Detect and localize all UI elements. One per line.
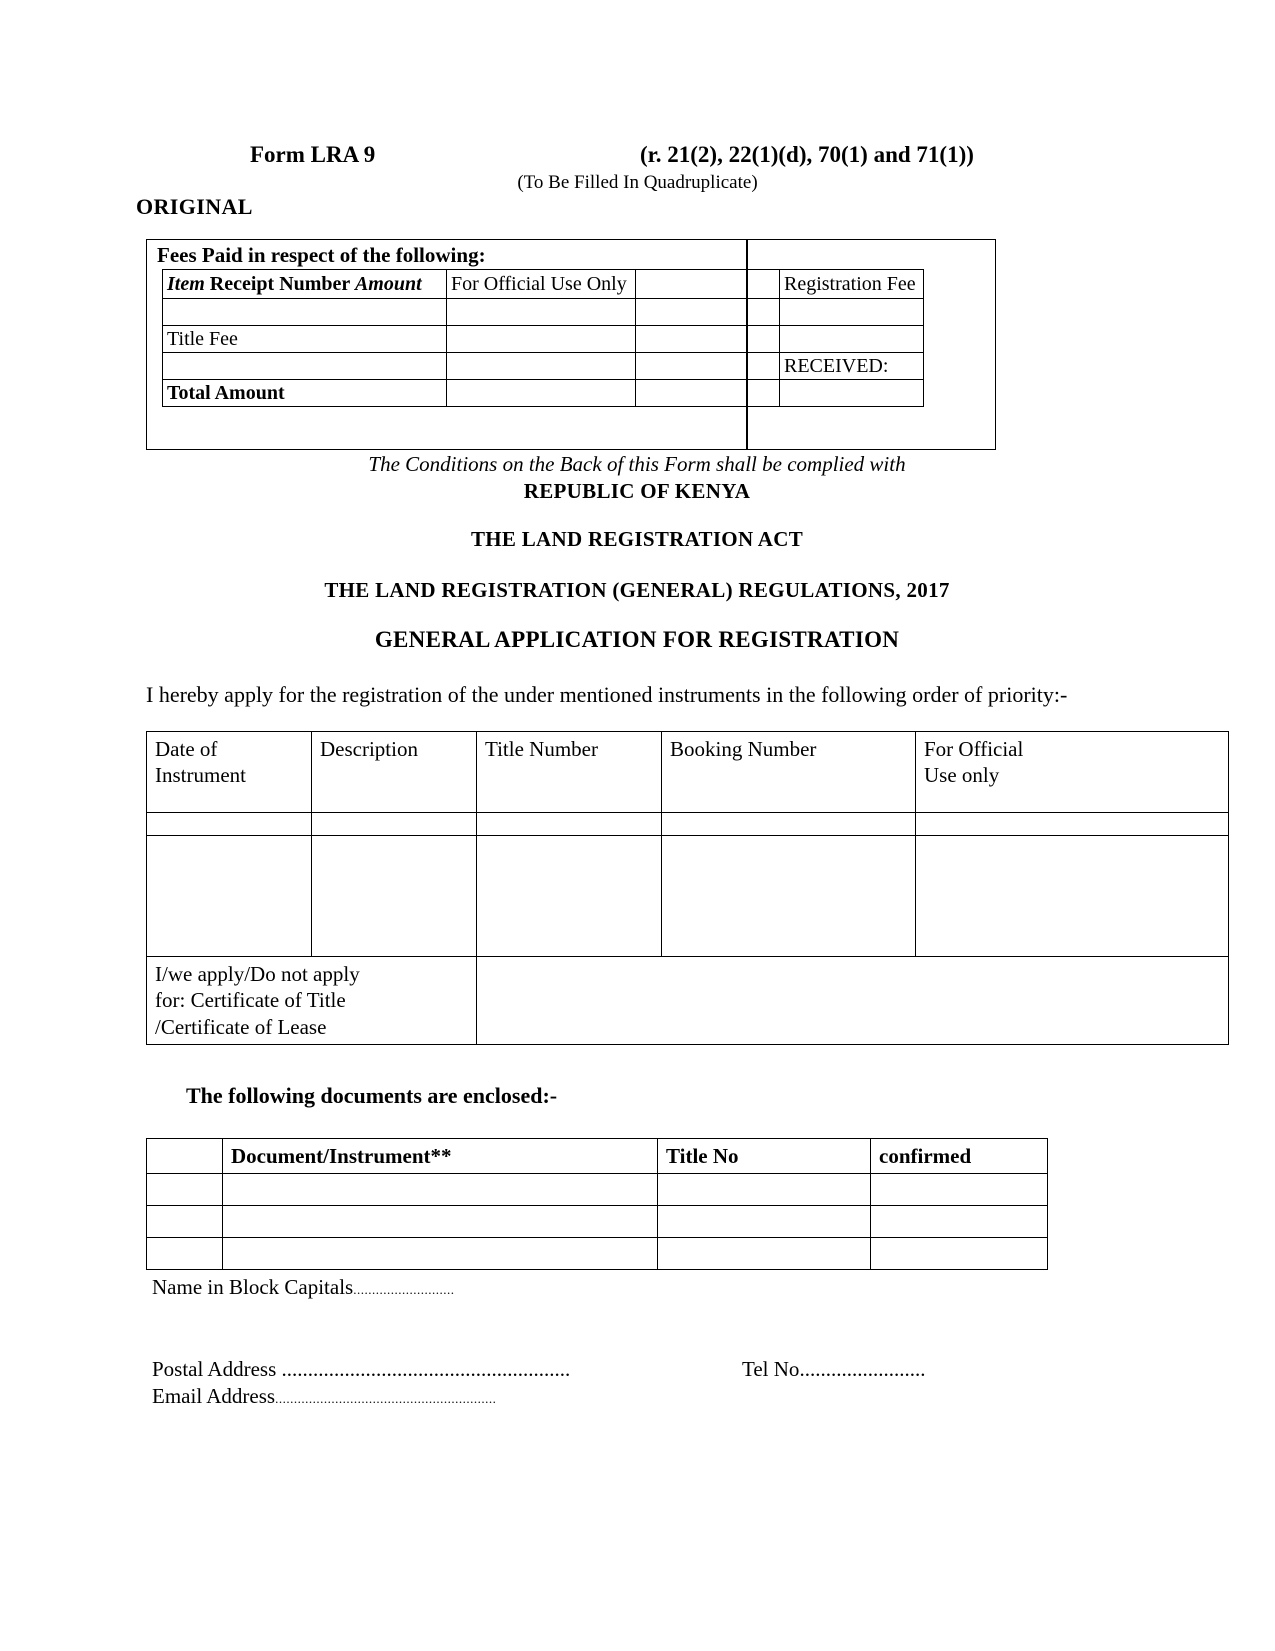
name-dots[interactable]: ........................... [353, 1282, 455, 1297]
name-block-capitals-label: Name in Block Capitals [152, 1275, 354, 1299]
fees-cell[interactable] [636, 299, 780, 326]
apply-line-3: /Certificate of Lease [155, 1014, 327, 1039]
tel-dots[interactable]: ........................ [799, 1357, 926, 1381]
instruments-cell[interactable] [916, 813, 1229, 836]
enclosed-column-header-document: Document/Instrument** [223, 1139, 658, 1174]
column-header-official-l1: For Official [924, 737, 1024, 761]
column-header-official-use [916, 732, 1229, 813]
fees-row-blank-1 [163, 299, 924, 326]
enclosed-cell[interactable] [223, 1174, 658, 1206]
instruments-cell[interactable] [312, 836, 477, 957]
instruments-cell[interactable] [147, 836, 312, 957]
email-dots[interactable]: ........................................................... [275, 1391, 497, 1406]
instruments-cell[interactable] [312, 813, 477, 836]
table-row [147, 1206, 1048, 1238]
copy-label: ORIGINAL [136, 194, 253, 219]
enclosed-cell[interactable] [658, 1238, 871, 1270]
enclosed-column-header-title-no: Title No [658, 1139, 871, 1174]
email-address-label: Email Address [152, 1384, 276, 1408]
instruments-cell[interactable] [147, 813, 312, 836]
fees-cell[interactable] [163, 299, 447, 326]
column-header-date-l1: Date of [155, 737, 218, 761]
apply-line-1: I/we apply/Do not apply [155, 962, 360, 986]
fees-header-regfee-cell [780, 270, 924, 299]
enclosed-cell[interactable] [658, 1206, 871, 1238]
fees-header-receipt: Receipt Number [204, 272, 355, 295]
name-block-capitals-field [152, 1275, 454, 1300]
fees-cell[interactable] [636, 353, 780, 380]
table-row [147, 1238, 1048, 1270]
regulations-heading: THE LAND REGISTRATION (GENERAL) REGULATIONS, 2017 [324, 578, 950, 602]
enclosed-heading: The following documents are enclosed:- [186, 1083, 558, 1108]
fees-cell[interactable] [447, 299, 636, 326]
fees-cell[interactable] [447, 380, 636, 407]
form-label: Form LRA 9 [250, 142, 376, 167]
certificate-apply-value-cell[interactable] [477, 957, 1229, 1045]
enclosed-column-header-index [147, 1139, 223, 1174]
table-row [147, 813, 1229, 836]
fees-cell[interactable] [636, 380, 780, 407]
fees-title: Fees Paid in respect of the following: [157, 243, 486, 267]
fees-cell[interactable] [780, 299, 924, 326]
instruments-cell[interactable] [477, 813, 662, 836]
instruments-cell[interactable] [916, 836, 1229, 957]
received-label: RECEIVED: [780, 353, 924, 380]
column-header-description: Description [312, 732, 477, 813]
column-header-official-l2: Use only [924, 763, 1000, 788]
certificate-apply-row [147, 957, 1229, 1045]
email-address-field [152, 1384, 496, 1409]
postal-dots[interactable]: ....................................................... [276, 1357, 571, 1381]
fees-header-registration-cell [636, 270, 780, 299]
header-row [150, 142, 1125, 172]
republic-heading: REPUBLIC OF KENYA [523, 479, 751, 503]
fees-header-official: For Official Use Only [451, 272, 627, 295]
column-header-date-l2: Instrument [155, 763, 246, 788]
fees-row-received [163, 353, 924, 380]
fees-total-label: Total Amount [163, 380, 447, 407]
fees-cell[interactable] [780, 326, 924, 353]
act-heading: THE LAND REGISTRATION ACT [470, 527, 804, 551]
quadruplicate-note: (To Be Filled In Quadruplicate) [517, 172, 758, 193]
enclosed-cell[interactable] [223, 1206, 658, 1238]
fees-row-title-fee [163, 326, 924, 353]
fees-header-item-cell [163, 270, 447, 299]
fees-row-total [163, 380, 924, 407]
column-header-date [147, 732, 312, 813]
enclosed-cell[interactable] [223, 1238, 658, 1270]
column-header-booking-number: Booking Number [662, 732, 916, 813]
enclosed-column-header-confirmed: confirmed [871, 1139, 1048, 1174]
fees-cell[interactable] [163, 353, 447, 380]
page-title: GENERAL APPLICATION FOR REGISTRATION [374, 627, 900, 652]
enclosed-cell[interactable] [147, 1174, 223, 1206]
fees-header-registration-fee: Registration Fee [784, 272, 916, 295]
rule-reference: (r. 21(2), 22(1)(d), 70(1) and 71(1)) [640, 142, 974, 167]
fees-row-label: Title Fee [163, 326, 447, 353]
instruments-table [146, 731, 1229, 1045]
instruments-cell[interactable] [477, 836, 662, 957]
certificate-apply-label [147, 957, 477, 1045]
apply-line-2: for: Certificate of Title [155, 988, 346, 1013]
fees-header-item: Item [167, 272, 205, 295]
intro-text: I hereby apply for the registration of the under mentioned instruments in the following order of priority:- [146, 682, 1068, 707]
fees-header-amount: Amount [354, 272, 422, 295]
instruments-cell[interactable] [662, 836, 916, 957]
postal-address-field [152, 1357, 570, 1382]
tel-no-field [742, 1357, 925, 1382]
fees-cell[interactable] [780, 380, 924, 407]
enclosed-cell[interactable] [658, 1174, 871, 1206]
enclosed-documents-table [146, 1138, 1048, 1270]
instruments-header-row [147, 732, 1229, 813]
fees-cell[interactable] [636, 326, 780, 353]
enclosed-cell[interactable] [871, 1174, 1048, 1206]
postal-address-label: Postal Address [152, 1357, 277, 1381]
table-row [147, 836, 1229, 957]
fees-header-row [163, 270, 924, 299]
enclosed-cell[interactable] [147, 1238, 223, 1270]
enclosed-cell[interactable] [147, 1206, 223, 1238]
fees-cell[interactable] [447, 326, 636, 353]
fees-table [162, 269, 924, 407]
enclosed-cell[interactable] [871, 1206, 1048, 1238]
fees-cell[interactable] [447, 353, 636, 380]
enclosed-header-row [147, 1139, 1048, 1174]
fees-header-official-cell [447, 270, 636, 299]
column-header-title-number: Title Number [477, 732, 662, 813]
instruments-cell[interactable] [662, 813, 916, 836]
tel-no-label: Tel No [742, 1357, 800, 1381]
enclosed-cell[interactable] [871, 1238, 1048, 1270]
conditions-note: The Conditions on the Back of this Form shall be complied with [368, 452, 906, 476]
table-row [147, 1174, 1048, 1206]
